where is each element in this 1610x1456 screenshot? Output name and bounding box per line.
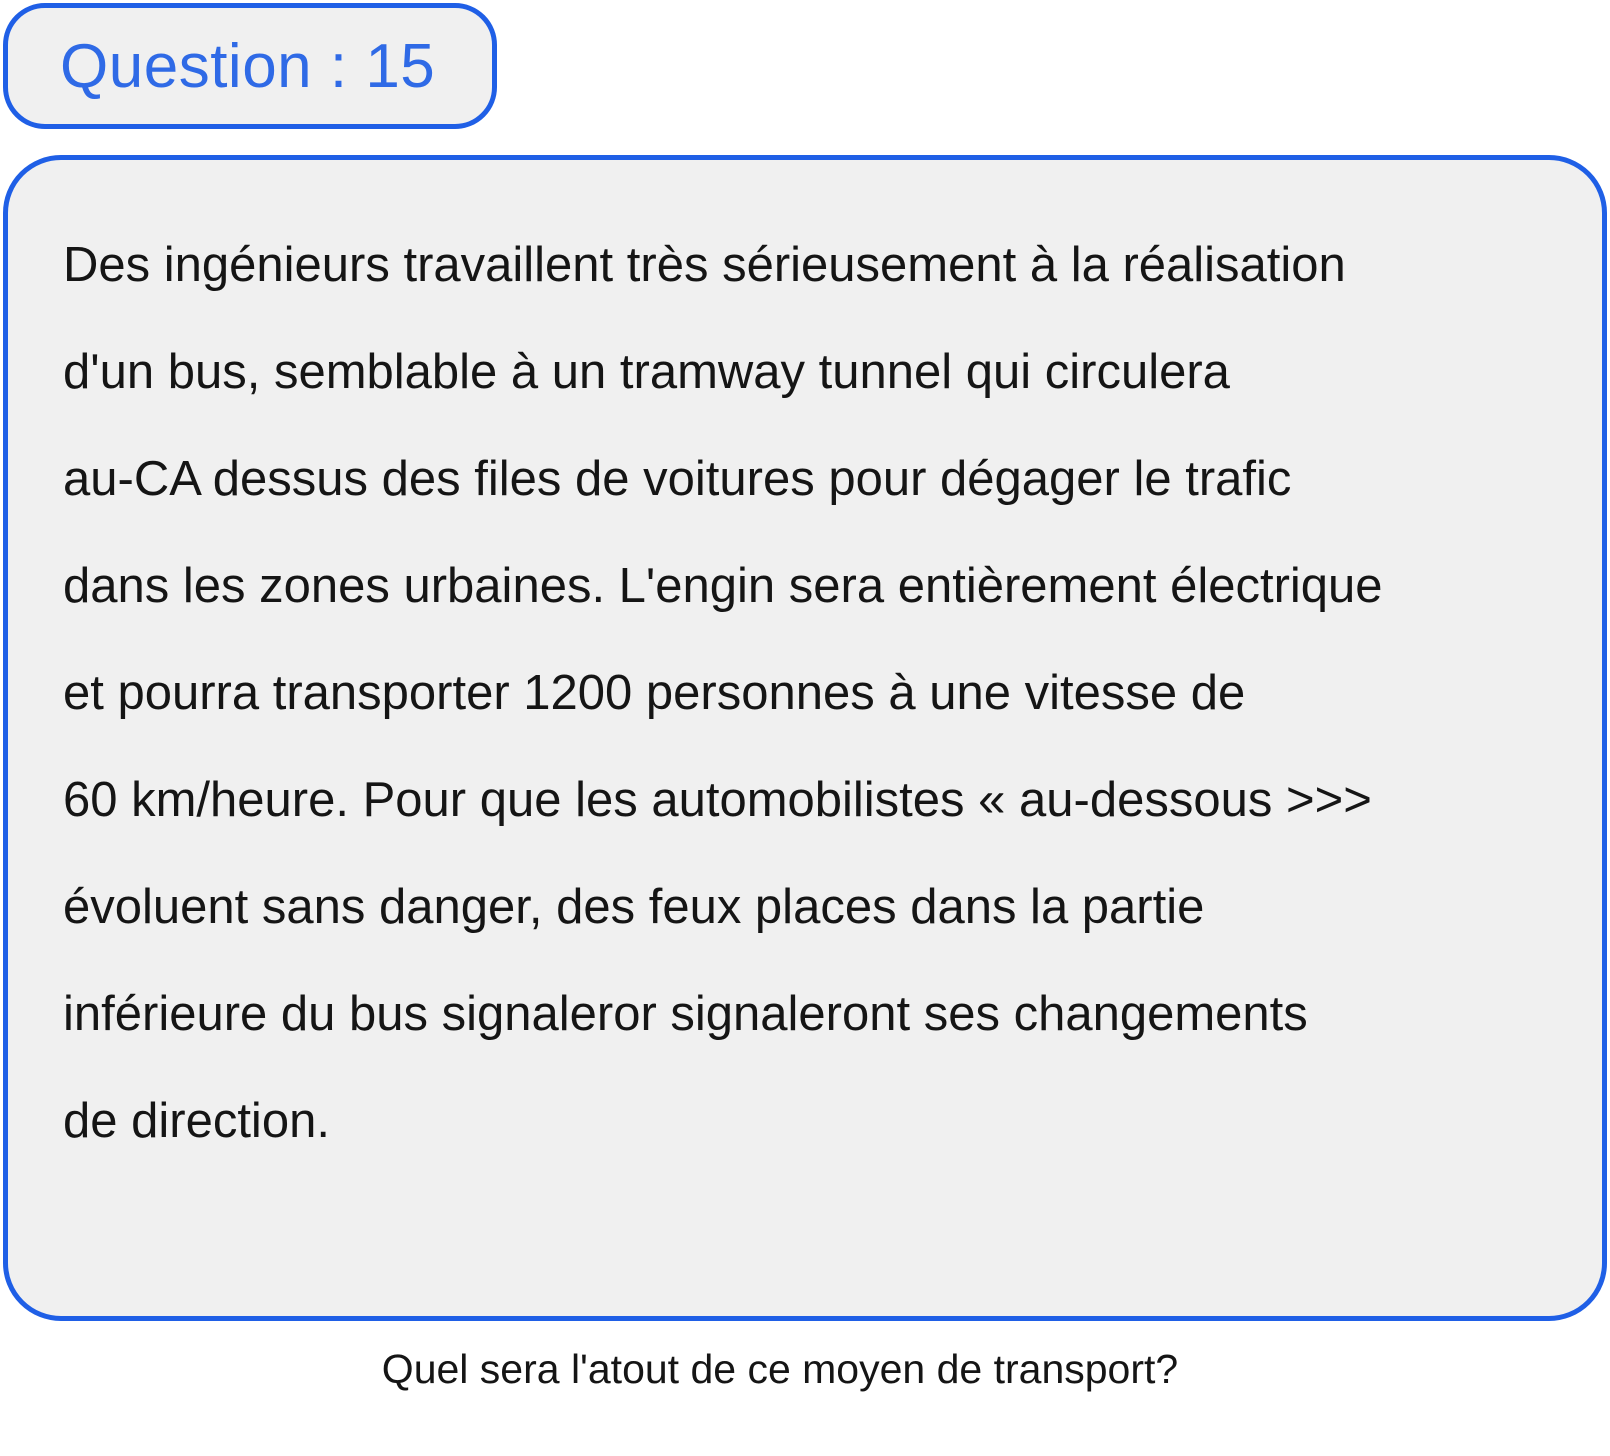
question-number-label: Question : 15	[60, 31, 436, 101]
question-prompt: Quel sera l'atout de ce moyen de transport?	[381, 1346, 1179, 1392]
passage-line: évoluent sans danger, des feux places dans la partie	[63, 880, 1205, 934]
passage-line: et pourra transporter 1200 personnes à une vitesse de	[63, 666, 1246, 720]
passage-line: d'un bus, semblable à un tramway tunnel qui circulera	[63, 345, 1230, 399]
passage-line: inférieure du bus signaleror signaleront ses changements	[63, 987, 1308, 1041]
passage-line: Des ingénieurs travaillent très sérieusement à la réalisation	[63, 238, 1346, 292]
passage-card	[3, 155, 1607, 1321]
passage-line: 60 km/heure. Pour que les automobilistes « au-dessous >>>	[63, 773, 1372, 827]
passage-line: dans les zones urbaines. L'engin sera entièrement électrique	[63, 559, 1383, 613]
question-number-badge	[3, 3, 497, 129]
passage-line: de direction.	[63, 1094, 330, 1148]
passage-text	[63, 212, 1582, 1175]
passage-line: au-CA dessus des files de voitures pour dégager le trafic	[63, 452, 1292, 506]
